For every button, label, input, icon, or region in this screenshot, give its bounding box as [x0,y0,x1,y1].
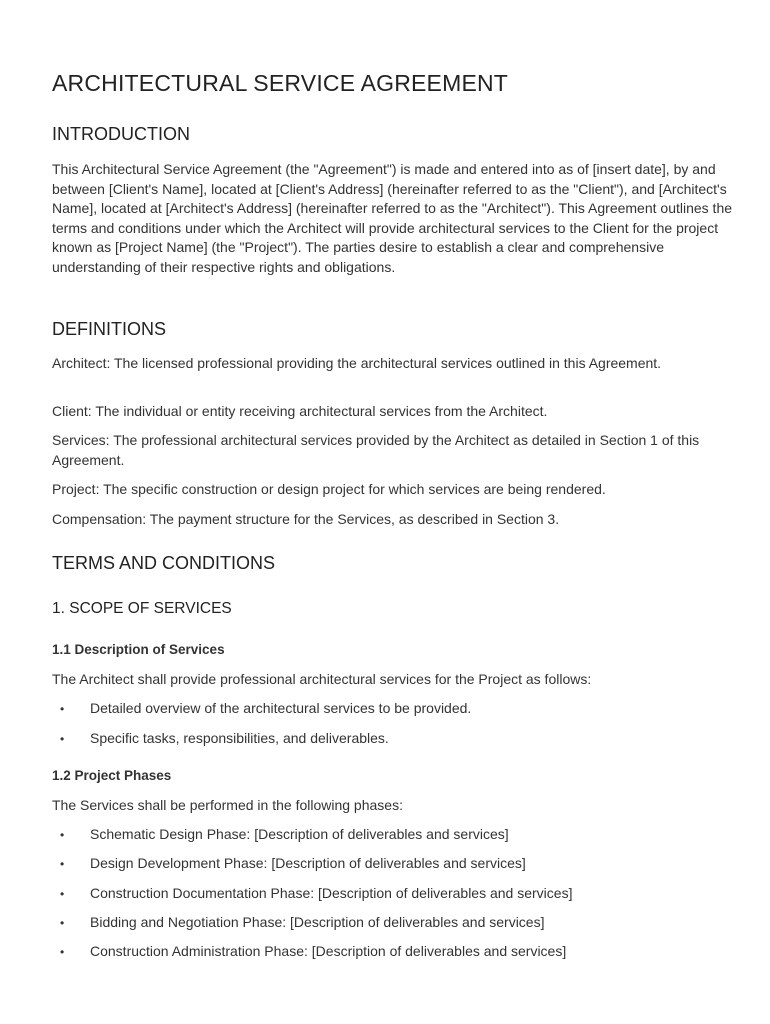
project-phases-intro: The Services shall be performed in the following phases: [52,797,403,813]
bullet-icon: • [60,702,65,716]
introduction-body: This Architectural Service Agreement (the "Agreement") is made and entered into as of [insert date], by and between [Client's Name], located at [Client's Address] (hereinafter referred to as the "Client"), and [Architect's Name], located at [Architect's Address] (hereinafter referred to as the "Architect"). This Agreement outlines the terms and conditions under which the Architect will provide architectural services to the Client for the project known as [Project Name] (the "Project"). The parties desire to establish a clear and comprehensive understanding of their respective rights and obligations. [52,161,733,275]
bullet-icon: • [60,887,65,901]
list-item-text: Design Development Phase: [Description of deliverables and services] [90,855,526,871]
description-of-services-heading: 1.1 Description of Services [52,642,225,657]
list-item-text: Detailed overview of the architectural services to be provided. [90,700,472,716]
definition-compensation: Compensation: The payment structure for the Services, as described in Section 3. [52,511,560,527]
document-title: ARCHITECTURAL SERVICE AGREEMENT [52,70,509,96]
definition-client: Client: The individual or entity receiving architectural services from the Architect. [52,403,548,419]
introduction-heading: INTRODUCTION [52,124,190,144]
bullet-icon: • [60,828,65,842]
bullet-icon: • [60,857,65,871]
definition-project: Project: The specific construction or design project for which services are being rendered. [52,481,606,497]
list-item-text: Construction Administration Phase: [Description of deliverables and services] [90,943,567,959]
list-item-text: Bidding and Negotiation Phase: [Description of deliverables and services] [90,914,545,930]
list-item-text: Schematic Design Phase: [Description of deliverables and services] [90,826,509,842]
definition-services: Services: The professional architectural services provided by the Architect as detailed in Section 1 of this Agreement. [52,432,700,468]
project-phases-heading: 1.2 Project Phases [52,768,172,783]
bullet-icon: • [60,945,65,959]
description-of-services-intro: The Architect shall provide professional architectural services for the Project as follows: [52,671,592,687]
bullet-icon: • [60,732,65,746]
bullet-icon: • [60,916,65,930]
terms-heading: TERMS AND CONDITIONS [52,553,276,573]
definition-architect: Architect: The licensed professional providing the architectural services outlined in this Agreement. [52,355,662,371]
definitions-heading: DEFINITIONS [52,319,167,339]
list-item-text: Construction Documentation Phase: [Description of deliverables and services] [90,885,573,901]
scope-of-services-heading: 1. SCOPE OF SERVICES [52,600,232,617]
list-item-text: Specific tasks, responsibilities, and deliverables. [90,730,389,746]
